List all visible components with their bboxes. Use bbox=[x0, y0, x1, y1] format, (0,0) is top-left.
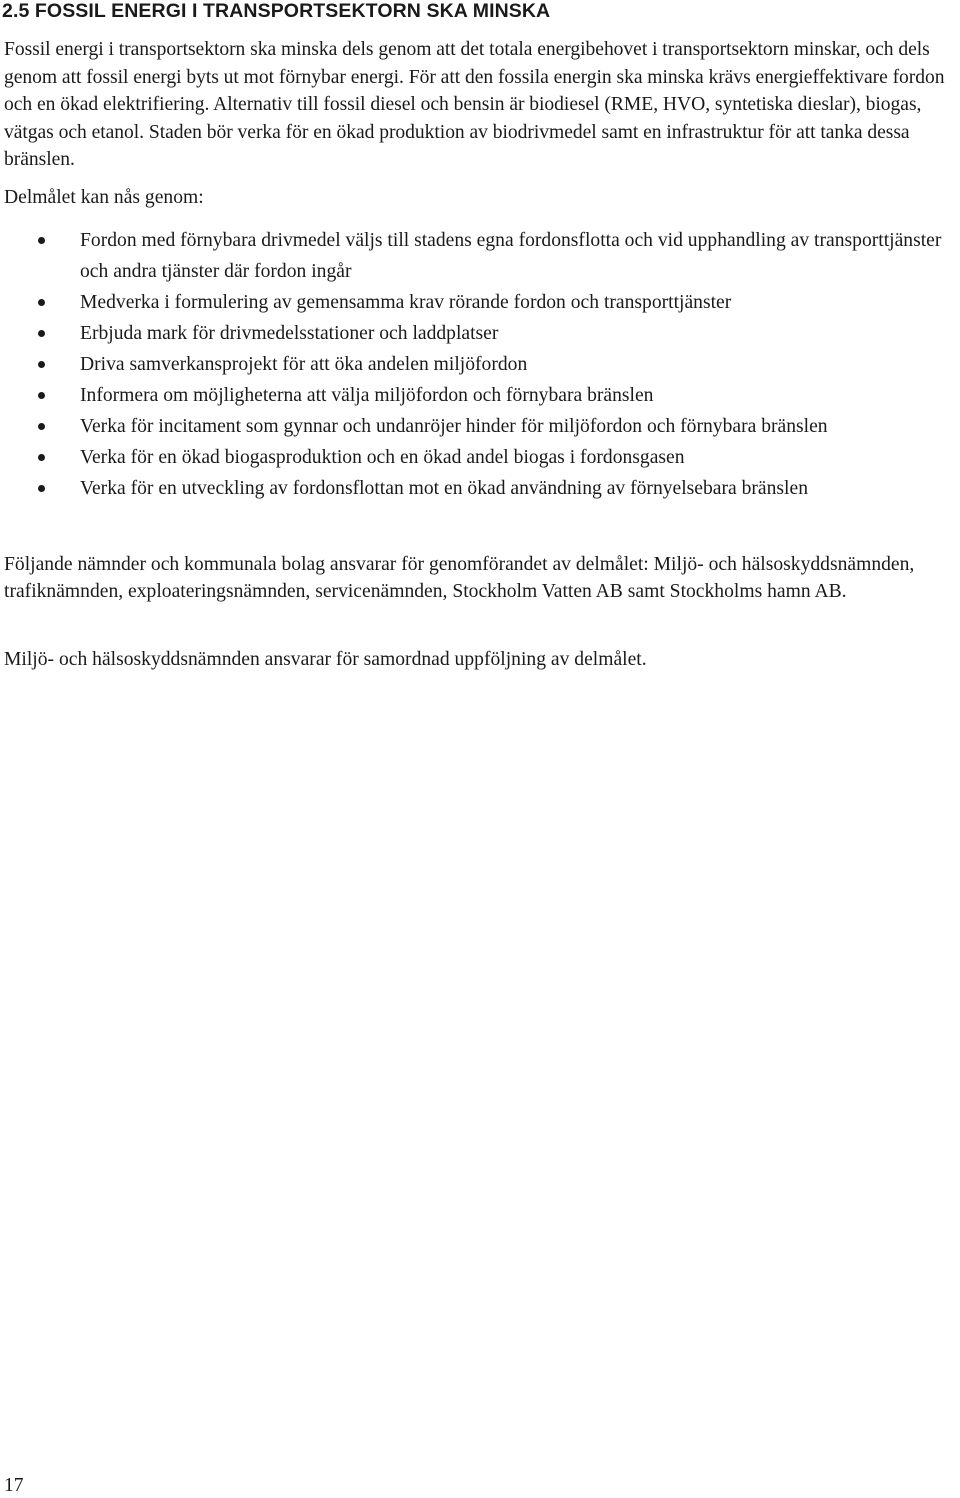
section-heading: 2.5 FOSSIL ENERGI I TRANSPORTSEKTORN SKA MINSKA bbox=[2, 0, 551, 22]
list-item-text: Erbjuda mark för drivmedelsstationer och laddplatser bbox=[80, 323, 499, 344]
bullet-icon bbox=[38, 237, 45, 244]
list-item-text: Fordon med förnybara drivmedel väljs till stadens egna fordonsflotta och vid upphandling av transporttjänster och andra tjänster där fordon ingår bbox=[80, 230, 942, 282]
bullet-icon bbox=[38, 361, 45, 368]
bullet-icon bbox=[38, 485, 45, 492]
bullet-icon bbox=[38, 423, 45, 430]
bullet-icon bbox=[38, 454, 45, 461]
list-item bbox=[0, 442, 960, 473]
list-item bbox=[0, 349, 960, 380]
list-item bbox=[0, 380, 960, 411]
list-item-text: Verka för en ökad biogasproduktion och en ökad andel biogas i fordonsgasen bbox=[80, 447, 685, 468]
follow-up-paragraph: Miljö- och hälsoskyddsnämnden ansvarar för samordnad uppföljning av delmålet. bbox=[4, 649, 647, 670]
intro-paragraph: Fossil energi i transportsektorn ska minska dels genom att det totala energibehovet i transportsektorn minskar, och dels genom att fossil energi byts ut mot förnybar energi. För att den fossila energin ska minska krävs energieffektivare fordon och en ökad elektrifiering. Alternativ till fossil diesel och bensin är biodiesel (RME, HVO, syntetiska dieslar), biogas, vätgas och etanol. Staden bör verka för en ökad produktion av biodrivmedel samt en infrastruktur för att tanka dessa bränslen. bbox=[4, 39, 945, 171]
bullet-icon bbox=[38, 330, 45, 337]
list-item bbox=[0, 225, 960, 287]
list-item-text: Verka för incitament som gynnar och undanröjer hinder för miljöfordon och förnybara bränslen bbox=[80, 416, 828, 437]
list-item-text: Driva samverkansprojekt för att öka andelen miljöfordon bbox=[80, 354, 528, 375]
responsible-paragraph: Följande nämnder och kommunala bolag ansvarar för genomförandet av delmålet: Miljö- och hälsoskyddsnämnden, trafiknämnden, exploateringsnämnden, servicenämnden, Stockholm Vatten AB samt Stockholms hamn AB. bbox=[4, 554, 915, 603]
list-item bbox=[0, 411, 960, 442]
list-item-text: Verka för en utveckling av fordonsflottan mot en ökad användning av förnyelsebara bränslen bbox=[80, 478, 808, 499]
measures-list bbox=[0, 225, 960, 504]
list-item-text: Medverka i formulering av gemensamma krav rörande fordon och transporttjänster bbox=[80, 292, 732, 313]
bullet-icon bbox=[38, 299, 45, 306]
page-number: 17 bbox=[4, 1475, 24, 1496]
list-item bbox=[0, 473, 960, 504]
bullet-icon bbox=[38, 392, 45, 399]
list-item bbox=[0, 287, 960, 318]
lead-in-paragraph: Delmålet kan nås genom: bbox=[4, 187, 204, 208]
list-item-text: Informera om möjligheterna att välja miljöfordon och förnybara bränslen bbox=[80, 385, 654, 406]
list-item bbox=[0, 318, 960, 349]
